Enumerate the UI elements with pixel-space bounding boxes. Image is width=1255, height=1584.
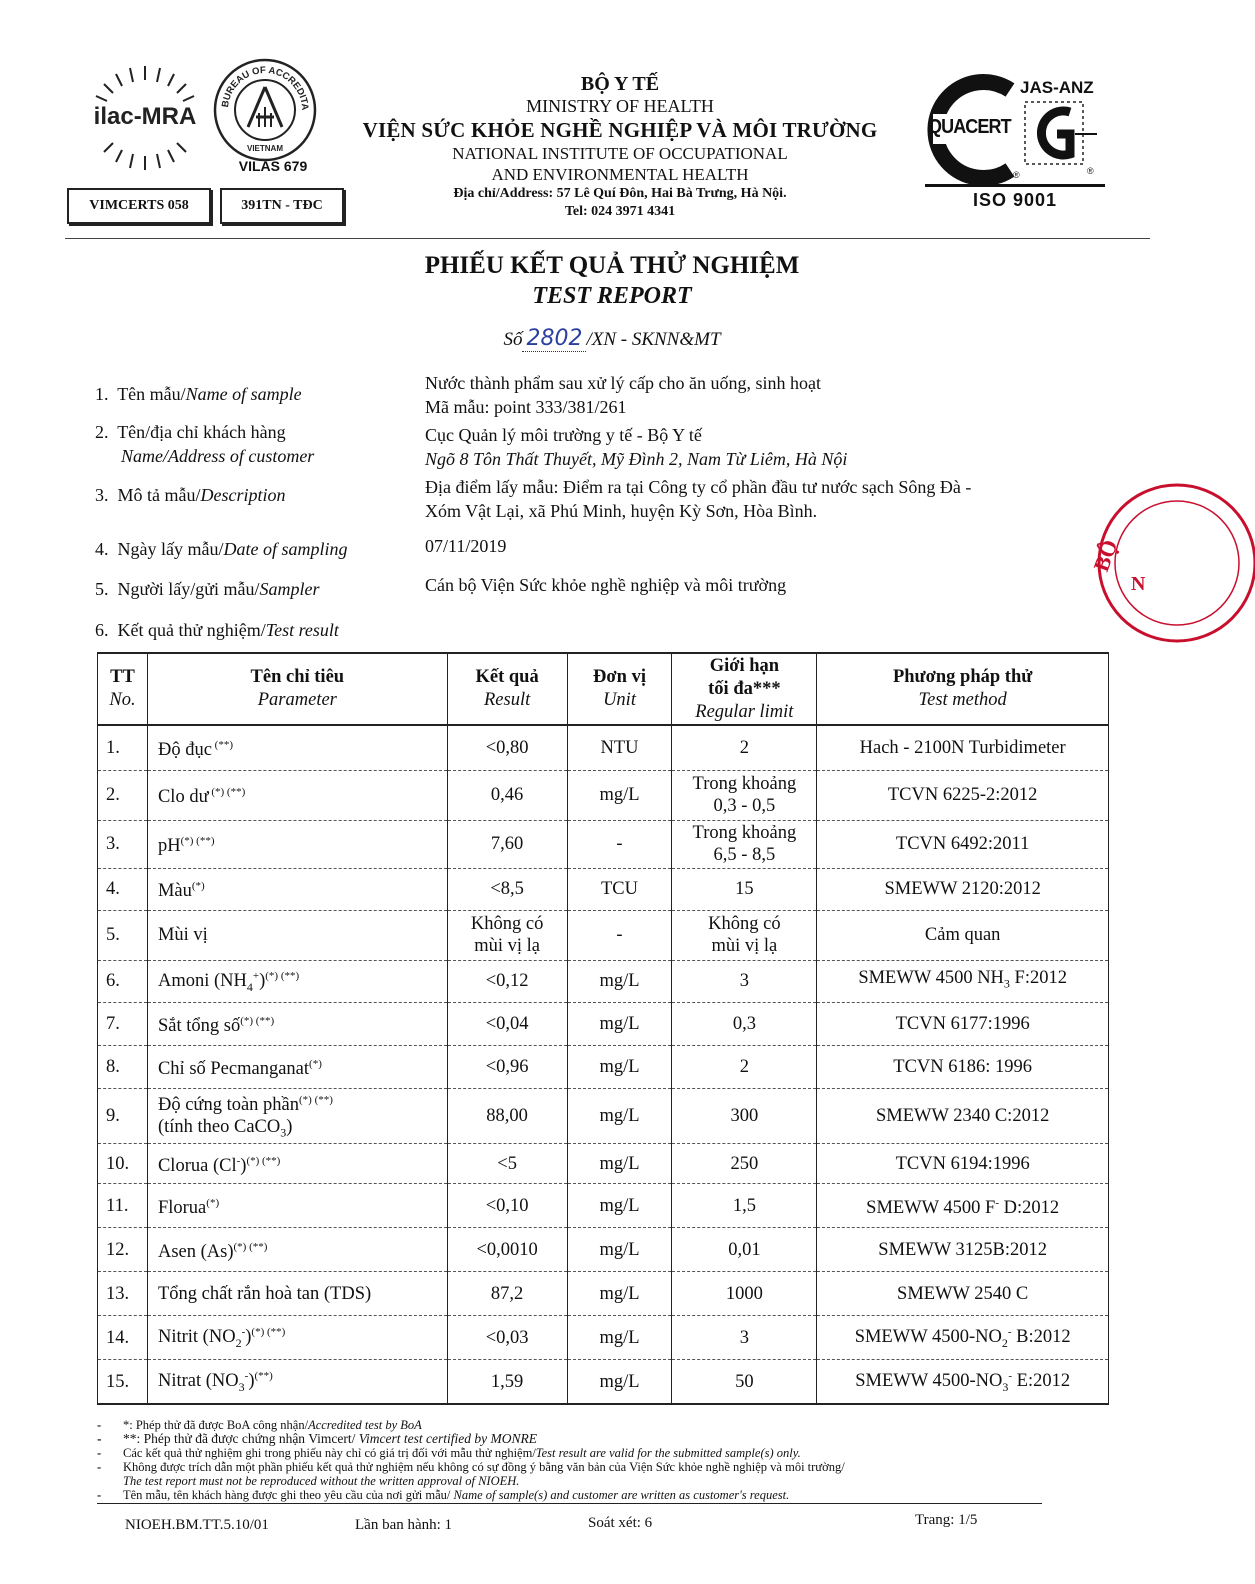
table-row: 14. Nitrit $(NO_2^-)^{(*) (**)}$ <0,03 mg/L 3 SMEWW $4500-NO_2^-$ B:2012 bbox=[98, 1316, 1109, 1360]
ministry-en: MINISTRY OF HEALTH bbox=[526, 96, 714, 117]
table-row: 2. Clo dư (*) (**) 0,46 mg/L Trong khoảng 0,3 - 0,5 TCVN 6225-2:2012 bbox=[98, 770, 1109, 820]
ministry-vn: BỘ Y TẾ bbox=[580, 73, 660, 95]
table-row: 13. Tổng chất rắn hoà tan (TDS) 87,2 mg/L 1000 SMEWW 2540 C bbox=[98, 1272, 1109, 1316]
page-number: Trang: 1/5 bbox=[915, 1512, 978, 1528]
tdc-badge: 391TN - TĐC bbox=[220, 188, 344, 224]
form-code: NIOEH.BM.TT.5.10/01 bbox=[125, 1517, 269, 1533]
footnote-5: - Tên mẫu, tên khách hàng được ghi theo yêu cầu của nơi gửi mẫu/ Name of sample(s) and customer are written as customer's request. bbox=[97, 1488, 1042, 1504]
ilac-mra-logo bbox=[80, 58, 210, 178]
col-header-method: Phương pháp thử Test method bbox=[817, 653, 1109, 725]
report-number-prefix: Số bbox=[503, 329, 523, 350]
svg-text:®: ® bbox=[1013, 170, 1020, 180]
sampling-date-value: 07/11/2019 bbox=[425, 536, 507, 556]
footnote-4: - Không được trích dẫn một phần phiếu kết quả thử nghiệm nếu không có sự đồng ý bằng văn bản của Viện Sức khỏe nghề nghiệp và môi trường/ bbox=[97, 1460, 845, 1474]
footnote-4-en: The test report must not be reproduced without the written approval of NIOEH. bbox=[123, 1474, 520, 1488]
table-row: 3. pH(*) (**) 7,60 - Trong khoảng 6,5 - 8,5 TCVN 6492:2011 bbox=[98, 820, 1109, 868]
test-result-label: 6. Kết quả thử nghiệm/Test result bbox=[95, 620, 339, 640]
report-number-handwritten: 2802 bbox=[522, 326, 586, 352]
sampler-value: Cán bộ Viện Sức khỏe nghề nghiệp và môi trường bbox=[425, 575, 787, 595]
review-number: Soát xét: 6 bbox=[588, 1515, 653, 1531]
boa-ring-text: BUREAU OF ACCREDITA bbox=[220, 64, 311, 111]
table-row: 1. Độ đục (**) <0,80 NTU 2 Hach - 2100N Turbidimeter bbox=[98, 725, 1109, 770]
col-header-parameter: Tên chỉ tiêu Parameter bbox=[147, 653, 447, 725]
table-header-row bbox=[98, 653, 1109, 725]
sample-name-label: 1. Tên mẫu/Name of sample bbox=[95, 384, 302, 404]
issue-number: Lần ban hành: 1 bbox=[355, 1517, 453, 1533]
customer-label: 2. Tên/địa chỉ khách hàng Name/Address of customer bbox=[95, 422, 315, 466]
col-header-limit: Giới hạn tối đa*** Regular limit bbox=[672, 653, 817, 725]
ilac-mra-label: ilac-MRA bbox=[93, 103, 197, 130]
institute-address: Địa chỉ/Address: 57 Lê Quí Đôn, Hai Bà Trưng, Hà Nội. bbox=[453, 186, 787, 202]
report-title-en: TEST REPORT bbox=[532, 283, 692, 309]
iso-underline bbox=[925, 184, 1105, 187]
quacert-logo bbox=[925, 70, 1110, 210]
table-row: 5. Mùi vị Không có mùi vị lạ - Không có mùi vị lạ Cảm quan bbox=[98, 910, 1109, 960]
col-header-no: TT No. bbox=[98, 653, 148, 725]
footnote-2: - **: Phép thử đã được chứng nhận Vimcert/ Vimcert test certified by MONRE bbox=[97, 1431, 537, 1446]
institute-en-2: AND ENVIRONMENTAL HEALTH bbox=[491, 164, 749, 184]
col-header-result: Kết quả Result bbox=[447, 653, 567, 725]
report-number bbox=[0, 326, 1224, 351]
table-row: 6. Amoni $(NH_4^+)^{(*) (**)}$ <0,12 mg/L 3 SMEWW 4500 $NH_3$ F:2012 bbox=[98, 960, 1109, 1002]
vimcerts-badge: VIMCERTS 058 bbox=[67, 188, 211, 224]
results-table bbox=[97, 652, 1109, 1405]
svg-text:BỘ: BỘ bbox=[1088, 536, 1123, 575]
institute-vn: VIỆN SỨC KHỎE NGHỀ NGHIỆP VÀ MÔI TRƯỜNG bbox=[362, 118, 878, 143]
boa-accreditation-seal bbox=[210, 55, 320, 165]
red-stamp-edge bbox=[1088, 478, 1224, 648]
footnote-1: - *: Phép thử đã được BoA công nhận/Accredited test by BoA bbox=[97, 1418, 422, 1432]
quacert-label: QUACERT bbox=[928, 116, 1011, 138]
footnotes bbox=[97, 1418, 1077, 1504]
svg-text:N: N bbox=[1131, 573, 1146, 595]
table-row: 8. Chỉ số Pecmanganat(*) <0,96 mg/L 2 TCVN 6186: 1996 bbox=[98, 1045, 1109, 1088]
col-header-unit: Đơn vị Unit bbox=[567, 653, 672, 725]
svg-text:®: ® bbox=[1087, 166, 1094, 176]
institute-tel: Tel: 024 3971 4341 bbox=[564, 203, 676, 219]
table-row: 12. Asen (As)(*) (**) <0,0010 mg/L 0,01 SMEWW 3125B:2012 bbox=[98, 1228, 1109, 1272]
table-row: 9. Độ cứng toàn phần(*) (**) (tính theo CaCO$_3$) 88,00 mg/L 300 SMEWW 2340 C:2012 bbox=[98, 1088, 1109, 1144]
footnote-3: - Các kết quả thử nghiệm ghi trong phiếu này chỉ có giá trị đối với mẫu thử nghiệm/Test result are valid for the submitted sample(s) only. bbox=[97, 1446, 801, 1460]
institute-en-1: NATIONAL INSTITUTE OF OCCUPATIONAL bbox=[452, 143, 788, 163]
boa-country: VIETNAM bbox=[247, 144, 283, 153]
sampler-label: 5. Người lấy/gửi mẫu/Sampler bbox=[95, 579, 320, 599]
institute-header bbox=[330, 72, 910, 220]
svg-text:BUREAU OF ACCREDITATION bbox=[210, 55, 310, 111]
report-number-suffix: /XN - SKNN&MT bbox=[586, 329, 721, 350]
description-label: 3. Mô tả mẫu/Description bbox=[95, 485, 286, 505]
description-value: Địa điểm lấy mẫu: Điểm ra tại Công ty cổ phần đầu tư nước sạch Sông Đà - Xóm Vật Lại, xã Phú Minh, huyện Kỳ Sơn, Hòa Bình. bbox=[425, 477, 972, 521]
sample-name-value: Nước thành phẩm sau xử lý cấp cho ăn uống, sinh hoạt Mã mẫu: point 333/381/261 bbox=[425, 373, 821, 417]
sampling-date-label: 4. Ngày lấy mẫu/Date of sampling bbox=[95, 539, 348, 559]
table-row: 15. Nitrat $(NO_3^-)^{(**)}$ 1,59 mg/L 50 SMEWW $4500-NO_3^-$ E:2012 bbox=[98, 1360, 1109, 1404]
customer-value: Cục Quản lý môi trường y tế - Bộ Y tế Ngõ 8 Tôn Thất Thuyết, Mỹ Đình 2, Nam Từ Liêm, Hà Nội bbox=[425, 425, 848, 469]
report-title-vn: PHIẾU KẾT QUẢ THỬ NGHIỆM bbox=[424, 252, 800, 279]
table-row: 4. Màu(*) <8,5 TCU 15 SMEWW 2120:2012 bbox=[98, 868, 1109, 910]
table-row: 10. Clorua (Cl-)(*) (**) <5 mg/L 250 TCVN 6194:1996 bbox=[98, 1144, 1109, 1184]
table-row: 11. Florua(*) <0,10 mg/L 1,5 SMEWW 4500 F- D:2012 bbox=[98, 1184, 1109, 1228]
table-row: 7. Sắt tổng số(*) (**) <0,04 mg/L 0,3 TCVN 6177:1996 bbox=[98, 1002, 1109, 1045]
jas-anz-label: JAS-ANZ bbox=[1020, 78, 1094, 97]
iso-label: ISO 9001 bbox=[972, 190, 1058, 210]
vilas-label: VILAS 679 bbox=[238, 158, 308, 174]
header-divider bbox=[65, 238, 1150, 239]
